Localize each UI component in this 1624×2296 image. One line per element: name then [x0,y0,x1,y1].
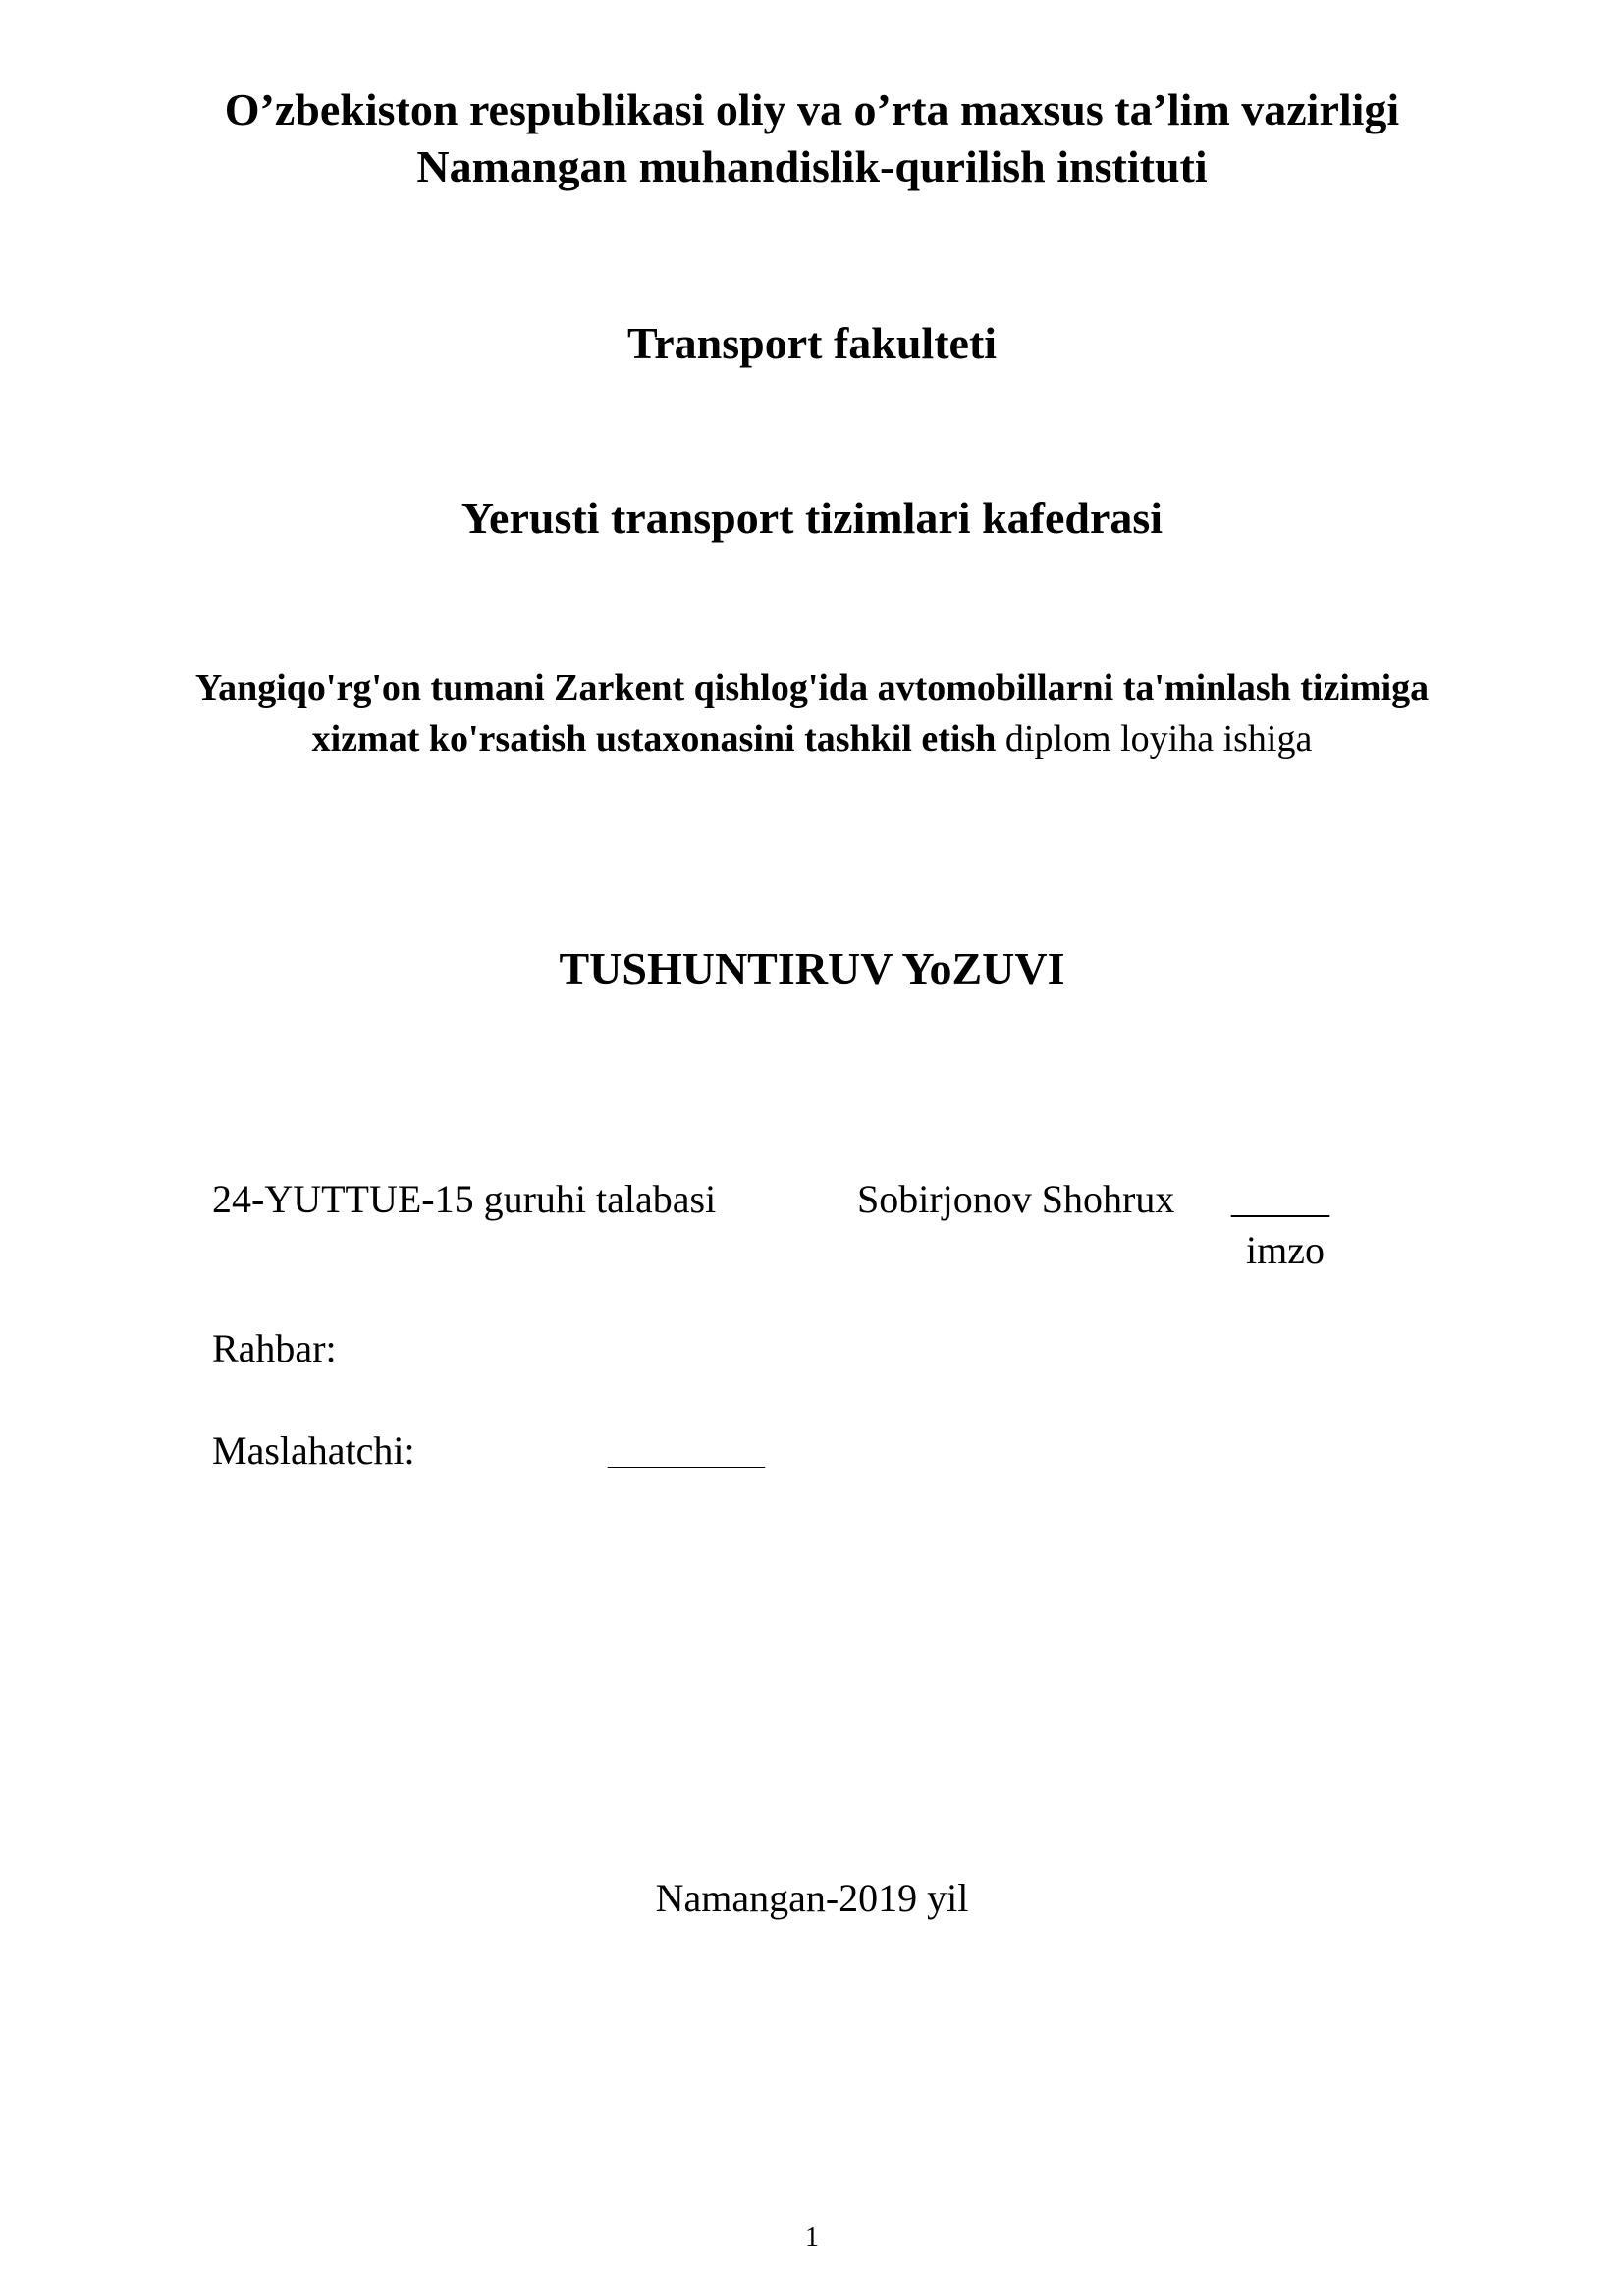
faculty-heading: Transport fakulteti [626,318,998,368]
topic-line-1: Yangiqo'rg'on tumani Zarkent qishlog'ida avtomobillarni ta'minlash tizimiga [194,667,1430,709]
city-year: Namangan-2019 yil [655,1876,969,1920]
student-name: Sobirjonov Shohrux [857,1177,1175,1221]
student-signature-line: _____ [1231,1177,1329,1221]
consultant-label: Maslahatchi: [212,1428,415,1472]
topic-line-2-bold: xizmat ko'rsatish ustaxonasini tashkil etish [311,719,997,760]
signature-caption: imzo [1246,1228,1325,1272]
institute-heading: Namangan muhandislik-qurilish instituti [416,141,1208,191]
supervisor-label: Rahbar: [212,1326,337,1370]
ministry-heading: O’zbekiston respublikasi oliy va o’rta maxsus ta’lim vazirligi [224,84,1400,134]
page-number: 1 [805,2222,819,2253]
topic-line-2-normal: diplom loyiha ishiga [996,719,1313,760]
department-heading: Yerusti transport tizimlari kafedrasi [460,493,1164,543]
student-group-label: 24-YUTTUE-15 guruhi talabasi [212,1177,717,1221]
topic-line-2 [0,715,1624,764]
document-title: TUSHUNTIRUV YoZUVI [559,943,1065,993]
consultant-signature-line: ________ [608,1428,765,1472]
